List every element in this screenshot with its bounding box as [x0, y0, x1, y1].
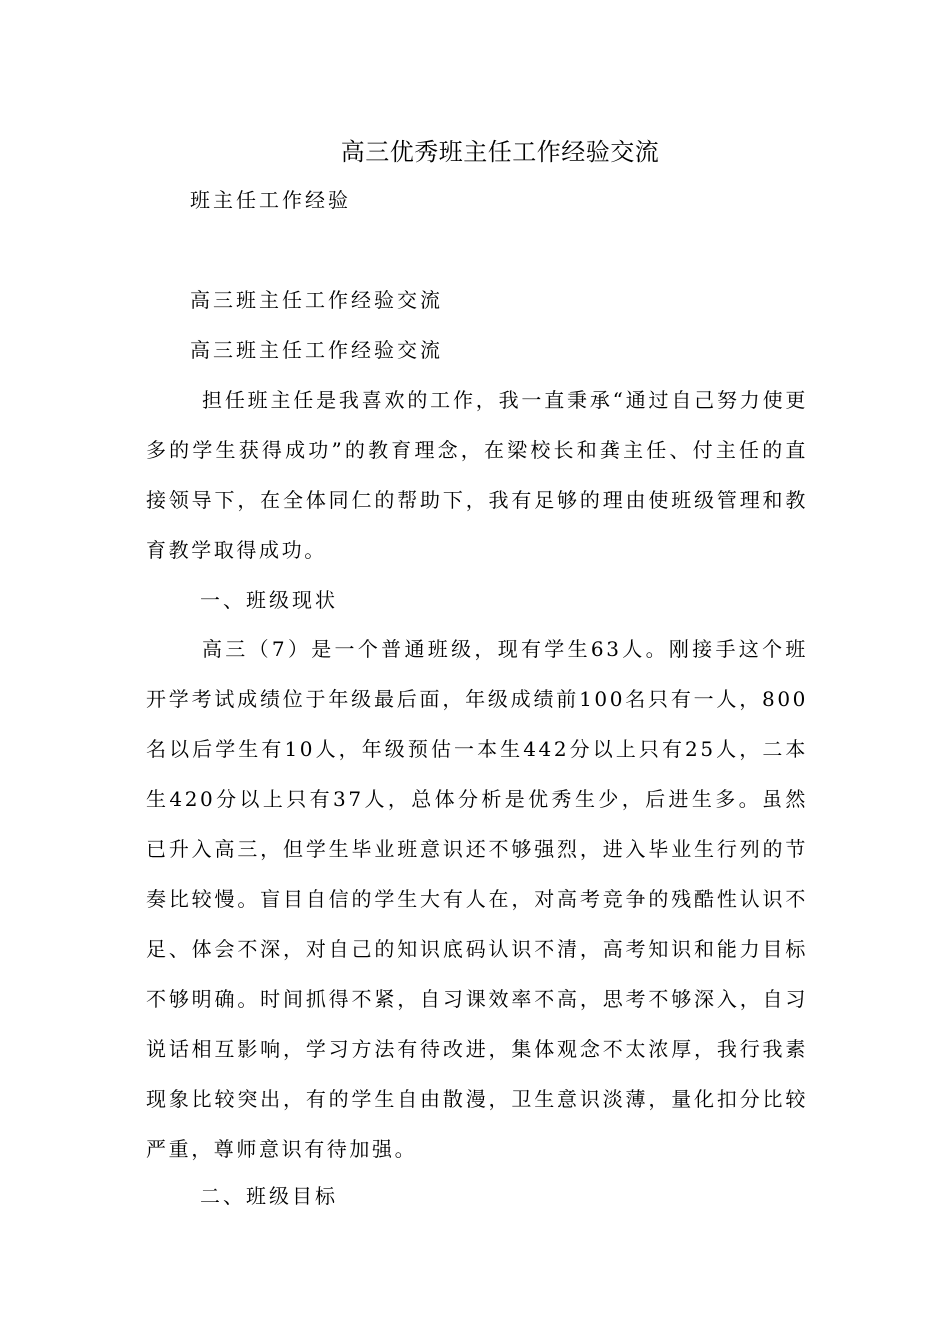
class-status-paragraph: 高三（7）是一个普通班级，现有学生63人。刚接手这个班开学考试成绩位于年级最后面，年级成绩前100名只有一人，800名以后学生有10人，年级预估一本生442分以上只有25人，二本生420分以上只有37人，总体分析是优秀生少，后进生多。虽然已升入高三，但学生毕业班意识还不够强烈，进入毕业生行列的节奏比较慢。盲目自信的学生大有人在，对高考竞争的残酷性认识不足、体会不深，对自己的知识底码认识不清，高考知识和能力目标不够明确。时间抓得不紧，自习课效率不高，思考不够深入，自习说话相互影响，学习方法有待改进，集体观念不太浓厚，我行我素现象比较突出，有的学生自由散漫，卫生意识淡薄，量化扣分比较严重，尊师意识有待加强。 [146, 637, 808, 1161]
section-heading-primary: 高三班主任工作经验交流 [190, 288, 443, 312]
section-two-heading: 二、班级目标 [200, 1184, 338, 1208]
section-one-heading: 一、班级现状 [200, 588, 338, 612]
document-subtitle: 班主任工作经验 [190, 188, 351, 212]
intro-paragraph: 担任班主任是我喜欢的工作，我一直秉承“通过自己努力使更多的学生获得成功”的教育理念，在梁校长和龚主任、付主任的直接领导下，在全体同仁的帮助下，我有足够的理由使班级管理和教育教学取得成功。 [146, 388, 808, 562]
document-title: 高三优秀班主任工作经验交流 [340, 138, 660, 166]
section-heading-secondary: 高三班主任工作经验交流 [190, 338, 443, 362]
